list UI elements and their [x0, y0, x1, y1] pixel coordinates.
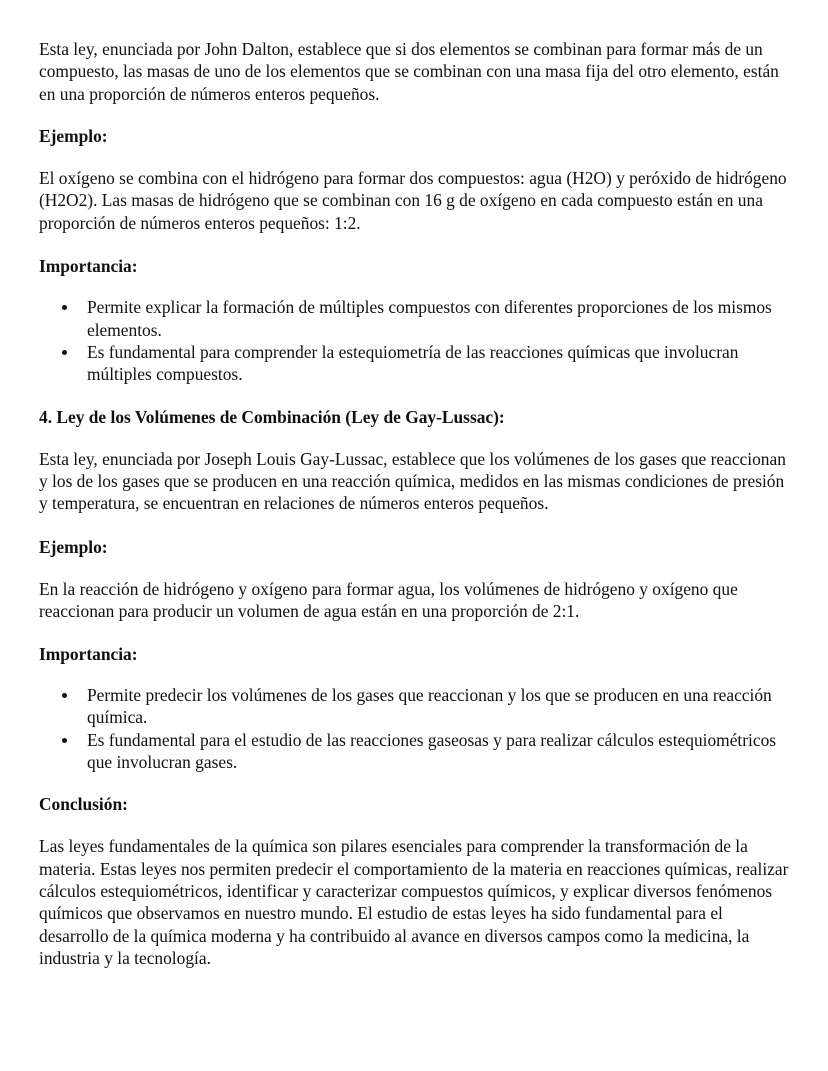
document-page [39, 38, 791, 969]
bullet-icon [62, 350, 67, 355]
list-item-text: Permite explicar la formación de múltiples compuestos con diferentes proporciones de los mismos elementos. [87, 297, 772, 340]
bullet-icon [62, 738, 67, 743]
bullet-icon [62, 693, 67, 698]
section-heading-gay-lussac: 4. Ley de los Volúmenes de Combinación (Ley de Gay-Lussac): [39, 406, 505, 427]
conclusion-paragraph: Las leyes fundamentales de la química son pilares esenciales para comprender la transformación de la materia. Estas leyes nos permiten predecir el comportamiento de la materia en reacciones químicas, realizar cálculos estequiométricos, identificar y caracterizar compuestos químicos, y explicar diversos fenómenos químicos que observamos en nuestro mundo. El estudio de estas leyes ha sido fundamental para el desarrollo de la química moderna y ha contribuido al avance en diversos campos como la medicina, la industria y la tecnología. [39, 836, 789, 968]
importance-heading: Importancia: [39, 643, 138, 664]
list-item [39, 296, 791, 341]
dalton-law-paragraph: Esta ley, enunciada por John Dalton, establece que si dos elementos se combinan para formar más de un compuesto, las masas de uno de los elementos que se combinan con una masa fija del otro elemento, están en una proporción de números enteros pequeños. [39, 39, 779, 104]
example-heading: Ejemplo: [39, 536, 108, 557]
example-paragraph: En la reacción de hidrógeno y oxígeno para formar agua, los volúmenes de hidrógeno y oxígeno que reaccionan para producir un volumen de agua están en una proporción de 2:1. [39, 579, 738, 622]
example-heading: Ejemplo: [39, 125, 108, 146]
importance-list [39, 684, 791, 773]
list-item-text: Es fundamental para el estudio de las reacciones gaseosas y para realizar cálculos estequiométricos que involucran gases. [87, 729, 777, 772]
bullet-icon [62, 305, 67, 310]
importance-list [39, 296, 791, 385]
list-item [39, 729, 791, 774]
list-item [39, 684, 791, 729]
example-paragraph: El oxígeno se combina con el hidrógeno para formar dos compuestos: agua (H2O) y peróxido de hidrógeno (H2O2). Las masas de hidrógeno que se combinan con 16 g de oxígeno en cada compuesto están en una proporción de números enteros pequeños: 1:2. [39, 168, 787, 233]
importance-heading: Importancia: [39, 256, 138, 277]
list-item-text: Es fundamental para comprender la estequiometría de las reacciones químicas que involucran múltiples compuestos. [87, 341, 739, 385]
list-item [39, 341, 791, 386]
gay-lussac-law-paragraph: Esta ley, enunciada por Joseph Louis Gay-Lussac, establece que los volúmenes de los gases que reaccionan y los de los gases que se producen en una reacción química, medidos en las mismas condiciones de presión y temperatura, se encuentran en relaciones de números enteros pequeños. [39, 448, 786, 514]
list-item-text: Permite predecir los volúmenes de los gases que reaccionan y los que se producen en una reacción química. [87, 684, 772, 728]
conclusion-heading: Conclusión: [39, 794, 128, 815]
